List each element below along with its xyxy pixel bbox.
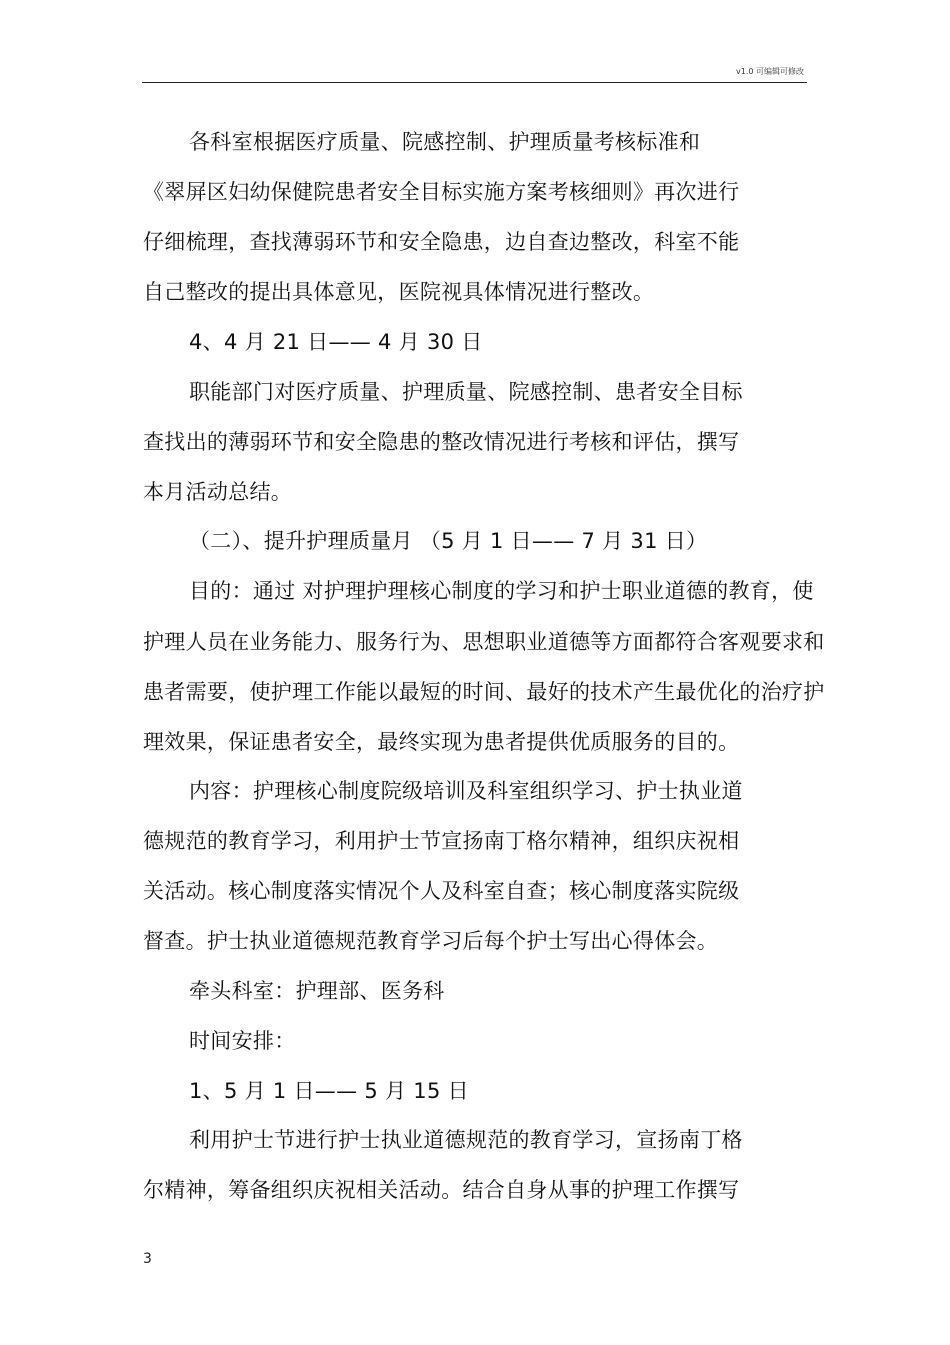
body-line: 《翠屏区妇幼保健院患者安全目标实施方案考核细则》再次进行	[143, 180, 740, 204]
body-line: 利用护士节进行护士执业道德规范的教育学习，宣扬南丁格	[189, 1128, 743, 1152]
body-line: 查找出的薄弱环节和安全隐患的整改情况进行考核和评估，撰写	[143, 430, 740, 454]
body-line: 德规范的教育学习，利用护士节宣扬南丁格尔精神，组织庆祝相	[143, 829, 740, 853]
body-line: 督查。护士执业道德规范教育学习后每个护士写出心得体会。	[143, 929, 719, 953]
body-line: 仔细梳理，查找薄弱环节和安全隐患，边自查边整改，科室不能	[143, 230, 740, 254]
body-line: 理效果，保证患者安全，最终实现为患者提供优质服务的目的。	[143, 730, 740, 754]
section-heading: （二）、提升护理质量月 （5 月 1 日—— 7 月 31 日）	[189, 529, 708, 553]
body-line: 目的：通过 对护理护理核心制度的学习和护士职业道德的教育，使	[189, 579, 814, 603]
body-line: 内容：护理核心制度院级培训及科室组织学习、护士执业道	[189, 779, 743, 803]
body-line: 尔精神，筹备组织庆祝相关活动。结合自身从事的护理工作撰写	[143, 1178, 740, 1202]
body-line: 关活动。核心制度落实情况个人及科室自查；核心制度落实院级	[143, 879, 740, 903]
page-number: 3	[143, 1251, 152, 1267]
body-line: 本月活动总结。	[143, 480, 293, 504]
body-line: 时间安排：	[189, 1029, 296, 1053]
body-line: 自己整改的提出具体意见，医院视具体情况进行整改。	[143, 280, 655, 304]
body-line: 1、5 月 1 日—— 5 月 15 日	[189, 1079, 469, 1103]
header-version-note: v1.0 可编辑可修改	[736, 67, 804, 76]
header-divider	[142, 82, 807, 83]
body-line: 各科室根据医疗质量、院感控制、护理质量考核标准和	[189, 130, 701, 154]
body-line: 职能部门对医疗质量、护理质量、院感控制、患者安全目标	[189, 380, 743, 404]
body-line: 患者需要，使护理工作能以最短的时间、最好的技术产生最优化的治疗护	[143, 680, 825, 704]
body-line: 牵头科室：护理部、医务科	[189, 979, 445, 1003]
body-line: 4、4 月 21 日—— 4 月 30 日	[189, 330, 483, 354]
body-line: 护理人员在业务能力、服务行为、思想职业道德等方面都符合客观要求和	[143, 630, 825, 654]
